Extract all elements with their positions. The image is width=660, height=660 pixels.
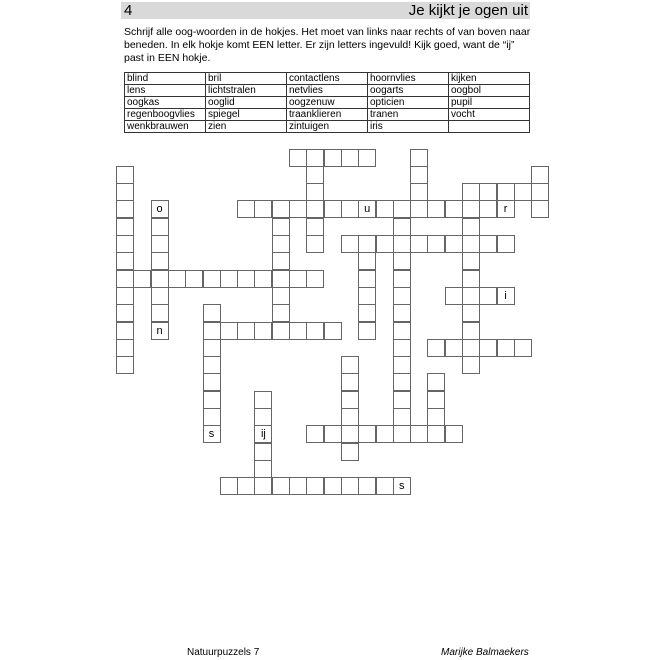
crossword-cell[interactable]: [306, 218, 324, 236]
crossword-cell[interactable]: [341, 477, 359, 495]
crossword-cell[interactable]: [254, 460, 272, 478]
crossword-cell[interactable]: [289, 322, 307, 340]
crossword-cell[interactable]: [393, 322, 411, 340]
word-cell: ooglid: [206, 97, 287, 109]
crossword-cell[interactable]: [410, 166, 428, 184]
crossword-cell[interactable]: [497, 235, 515, 253]
crossword-cell[interactable]: [289, 200, 307, 218]
prefilled-cell: r: [497, 200, 515, 218]
word-cell: tranen: [368, 109, 449, 121]
crossword-cell[interactable]: [203, 322, 221, 340]
crossword-cell[interactable]: [462, 270, 480, 288]
crossword-cell[interactable]: [289, 149, 307, 167]
crossword-cell[interactable]: [116, 252, 134, 270]
crossword-cell[interactable]: [462, 287, 480, 305]
crossword-cell[interactable]: [393, 304, 411, 322]
crossword-cell[interactable]: [289, 477, 307, 495]
crossword-cell[interactable]: [116, 339, 134, 357]
crossword-cell[interactable]: [393, 425, 411, 443]
crossword-cell[interactable]: [151, 252, 169, 270]
crossword-cell[interactable]: [445, 339, 463, 357]
crossword-cell[interactable]: [497, 339, 515, 357]
crossword-cell[interactable]: [514, 183, 532, 201]
crossword-cell[interactable]: [341, 149, 359, 167]
crossword-cell[interactable]: [393, 408, 411, 426]
crossword-cell[interactable]: [306, 200, 324, 218]
crossword-cell[interactable]: [462, 356, 480, 374]
word-cell: zien: [206, 121, 287, 133]
word-cell: blind: [125, 73, 206, 85]
crossword-cell[interactable]: [272, 477, 290, 495]
crossword-cell[interactable]: [341, 425, 359, 443]
crossword-cell[interactable]: [531, 166, 549, 184]
crossword-cell[interactable]: [358, 322, 376, 340]
crossword-cell[interactable]: [393, 218, 411, 236]
page-title: Je kijkt je ogen uit: [408, 2, 528, 19]
crossword-cell[interactable]: [427, 408, 445, 426]
crossword-cell[interactable]: [116, 304, 134, 322]
crossword-cell[interactable]: [393, 356, 411, 374]
crossword-cell[interactable]: [531, 200, 549, 218]
crossword-cell[interactable]: [272, 270, 290, 288]
crossword-cell[interactable]: [358, 304, 376, 322]
crossword-cell[interactable]: [479, 200, 497, 218]
crossword-cell[interactable]: [185, 270, 203, 288]
crossword-cell[interactable]: [306, 425, 324, 443]
crossword-cell[interactable]: [341, 200, 359, 218]
crossword-cell[interactable]: [376, 477, 394, 495]
crossword-cell[interactable]: [237, 477, 255, 495]
crossword-cell[interactable]: [306, 270, 324, 288]
crossword-cell[interactable]: [462, 304, 480, 322]
crossword-cell[interactable]: [116, 183, 134, 201]
crossword-cell[interactable]: [341, 373, 359, 391]
crossword-cell[interactable]: [203, 339, 221, 357]
crossword-cell[interactable]: [462, 235, 480, 253]
crossword-cell[interactable]: [445, 425, 463, 443]
crossword-cell[interactable]: [341, 443, 359, 461]
crossword-cell[interactable]: [462, 218, 480, 236]
word-cell: contactlens: [287, 73, 368, 85]
crossword-cell[interactable]: [462, 200, 480, 218]
crossword-cell[interactable]: [254, 408, 272, 426]
word-cell: traanklieren: [287, 109, 368, 121]
crossword-cell[interactable]: [151, 287, 169, 305]
crossword-cell[interactable]: [410, 200, 428, 218]
word-cell: hoornvlies: [368, 73, 449, 85]
crossword-cell[interactable]: [341, 408, 359, 426]
word-cell: iris: [368, 121, 449, 133]
crossword-cell[interactable]: [462, 252, 480, 270]
crossword-cell[interactable]: [272, 235, 290, 253]
word-cell: kijken: [449, 73, 530, 85]
crossword-cell[interactable]: [306, 322, 324, 340]
footer-series: Natuurpuzzels 7: [187, 647, 260, 658]
crossword-cell[interactable]: [393, 339, 411, 357]
crossword-cell[interactable]: [272, 252, 290, 270]
crossword-cell[interactable]: [445, 287, 463, 305]
word-cell: pupil: [449, 97, 530, 109]
crossword-cell[interactable]: [151, 270, 169, 288]
crossword-cell[interactable]: [220, 477, 238, 495]
crossword-cell[interactable]: [289, 270, 307, 288]
crossword-cell[interactable]: [220, 322, 238, 340]
crossword-cell[interactable]: [462, 339, 480, 357]
crossword-cell[interactable]: [410, 235, 428, 253]
word-cell: lens: [125, 85, 206, 97]
crossword-cell[interactable]: [168, 270, 186, 288]
crossword-cell[interactable]: [410, 149, 428, 167]
crossword-cell[interactable]: [116, 356, 134, 374]
crossword-cell[interactable]: [462, 183, 480, 201]
crossword-cell[interactable]: [254, 200, 272, 218]
crossword-cell[interactable]: [272, 304, 290, 322]
crossword-cell[interactable]: [116, 218, 134, 236]
crossword-cell[interactable]: [203, 304, 221, 322]
prefilled-cell: s: [393, 477, 411, 495]
crossword-cell[interactable]: [358, 252, 376, 270]
crossword-cell[interactable]: [324, 477, 342, 495]
crossword-cell[interactable]: [151, 218, 169, 236]
crossword-cell[interactable]: [427, 200, 445, 218]
word-cell: oogkas: [125, 97, 206, 109]
crossword-cell[interactable]: [254, 391, 272, 409]
prefilled-cell: o: [151, 200, 169, 218]
crossword-cell[interactable]: [445, 235, 463, 253]
crossword-cell[interactable]: [306, 166, 324, 184]
crossword-cell[interactable]: [462, 322, 480, 340]
crossword-cell[interactable]: [272, 287, 290, 305]
crossword-cell[interactable]: [324, 425, 342, 443]
word-cell: netvlies: [287, 85, 368, 97]
word-cell: oogarts: [368, 85, 449, 97]
crossword-cell[interactable]: [254, 443, 272, 461]
word-cell: zintuigen: [287, 121, 368, 133]
crossword-cell[interactable]: [306, 183, 324, 201]
crossword-cell[interactable]: [376, 235, 394, 253]
crossword-cell[interactable]: [116, 270, 134, 288]
word-cell: oogzenuw: [287, 97, 368, 109]
word-cell: regenboogvlies: [125, 109, 206, 121]
crossword-cell[interactable]: [479, 235, 497, 253]
prefilled-cell: u: [358, 200, 376, 218]
crossword-cell[interactable]: [358, 477, 376, 495]
crossword-cell[interactable]: [358, 149, 376, 167]
crossword-cell[interactable]: [254, 477, 272, 495]
crossword-cell[interactable]: [237, 200, 255, 218]
crossword-cell[interactable]: [393, 235, 411, 253]
crossword-cell[interactable]: [427, 391, 445, 409]
crossword-cell[interactable]: [393, 200, 411, 218]
crossword-cell[interactable]: [358, 425, 376, 443]
crossword-cell[interactable]: [254, 322, 272, 340]
crossword-cell[interactable]: [203, 391, 221, 409]
crossword-cell[interactable]: [427, 425, 445, 443]
crossword-cell[interactable]: [497, 183, 515, 201]
crossword-cell[interactable]: [272, 218, 290, 236]
crossword-cell[interactable]: [393, 373, 411, 391]
crossword-cell[interactable]: [272, 322, 290, 340]
crossword-cell[interactable]: [427, 339, 445, 357]
crossword-cell[interactable]: [445, 200, 463, 218]
crossword-cell[interactable]: [358, 235, 376, 253]
word-cell: bril: [206, 73, 287, 85]
crossword-cell[interactable]: [116, 322, 134, 340]
crossword-cell[interactable]: [237, 322, 255, 340]
prefilled-cell: n: [151, 322, 169, 340]
crossword-cell[interactable]: [324, 322, 342, 340]
crossword-cell[interactable]: [220, 270, 238, 288]
crossword-cell[interactable]: [410, 425, 428, 443]
crossword-cell[interactable]: [393, 287, 411, 305]
crossword-cell[interactable]: [393, 391, 411, 409]
crossword-cell[interactable]: [203, 408, 221, 426]
crossword-cell[interactable]: [203, 270, 221, 288]
crossword-cell[interactable]: [410, 183, 428, 201]
word-cell: opticien: [368, 97, 449, 109]
crossword-cell[interactable]: [427, 373, 445, 391]
prefilled-cell: i: [497, 287, 515, 305]
crossword-cell[interactable]: [427, 235, 445, 253]
crossword-cell[interactable]: [116, 287, 134, 305]
prefilled-cell: s: [203, 425, 221, 443]
crossword-cell[interactable]: [393, 252, 411, 270]
footer-author: Marijke Balmaekers: [441, 647, 529, 658]
crossword-cell[interactable]: [254, 270, 272, 288]
crossword-cell[interactable]: [376, 200, 394, 218]
crossword-cell[interactable]: [116, 200, 134, 218]
crossword-cell[interactable]: [324, 149, 342, 167]
page-number: 4: [124, 2, 133, 19]
crossword-cell[interactable]: [203, 356, 221, 374]
crossword-cell[interactable]: [341, 356, 359, 374]
crossword-cell[interactable]: [133, 270, 151, 288]
crossword-cell[interactable]: [237, 270, 255, 288]
crossword-cell[interactable]: [151, 235, 169, 253]
crossword-cell[interactable]: [514, 339, 532, 357]
crossword-cell[interactable]: [306, 149, 324, 167]
word-cell: wenkbrauwen: [125, 121, 206, 133]
crossword-cell[interactable]: [393, 270, 411, 288]
word-cell: vocht: [449, 109, 530, 121]
crossword-cell[interactable]: [324, 200, 342, 218]
crossword-cell[interactable]: [272, 200, 290, 218]
crossword-cell[interactable]: [203, 373, 221, 391]
instructions-text: Schrijf alle oog-woorden in de hokjes. Het moet van links naar rechts of van boven naar beneden. In elk hokje komt EEN letter. Er zijn letters ingevuld! Kijk goed, want de “ij” past in EEN hokje.: [124, 26, 531, 64]
crossword-cell[interactable]: [306, 235, 324, 253]
crossword-cell[interactable]: [376, 425, 394, 443]
crossword-cell[interactable]: [151, 304, 169, 322]
crossword-cell[interactable]: [358, 270, 376, 288]
crossword-cell[interactable]: [358, 287, 376, 305]
crossword-cell[interactable]: [479, 183, 497, 201]
crossword-cell[interactable]: [116, 235, 134, 253]
crossword-cell[interactable]: [341, 235, 359, 253]
crossword-cell[interactable]: [306, 477, 324, 495]
word-cell: lichtstralen: [206, 85, 287, 97]
crossword-cell[interactable]: [341, 391, 359, 409]
crossword-cell[interactable]: [479, 339, 497, 357]
word-cell: oogbol: [449, 85, 530, 97]
word-cell: spiegel: [206, 109, 287, 121]
crossword-cell[interactable]: [479, 287, 497, 305]
prefilled-cell: ij: [254, 425, 272, 443]
crossword-cell[interactable]: [116, 166, 134, 184]
crossword-cell[interactable]: [531, 183, 549, 201]
